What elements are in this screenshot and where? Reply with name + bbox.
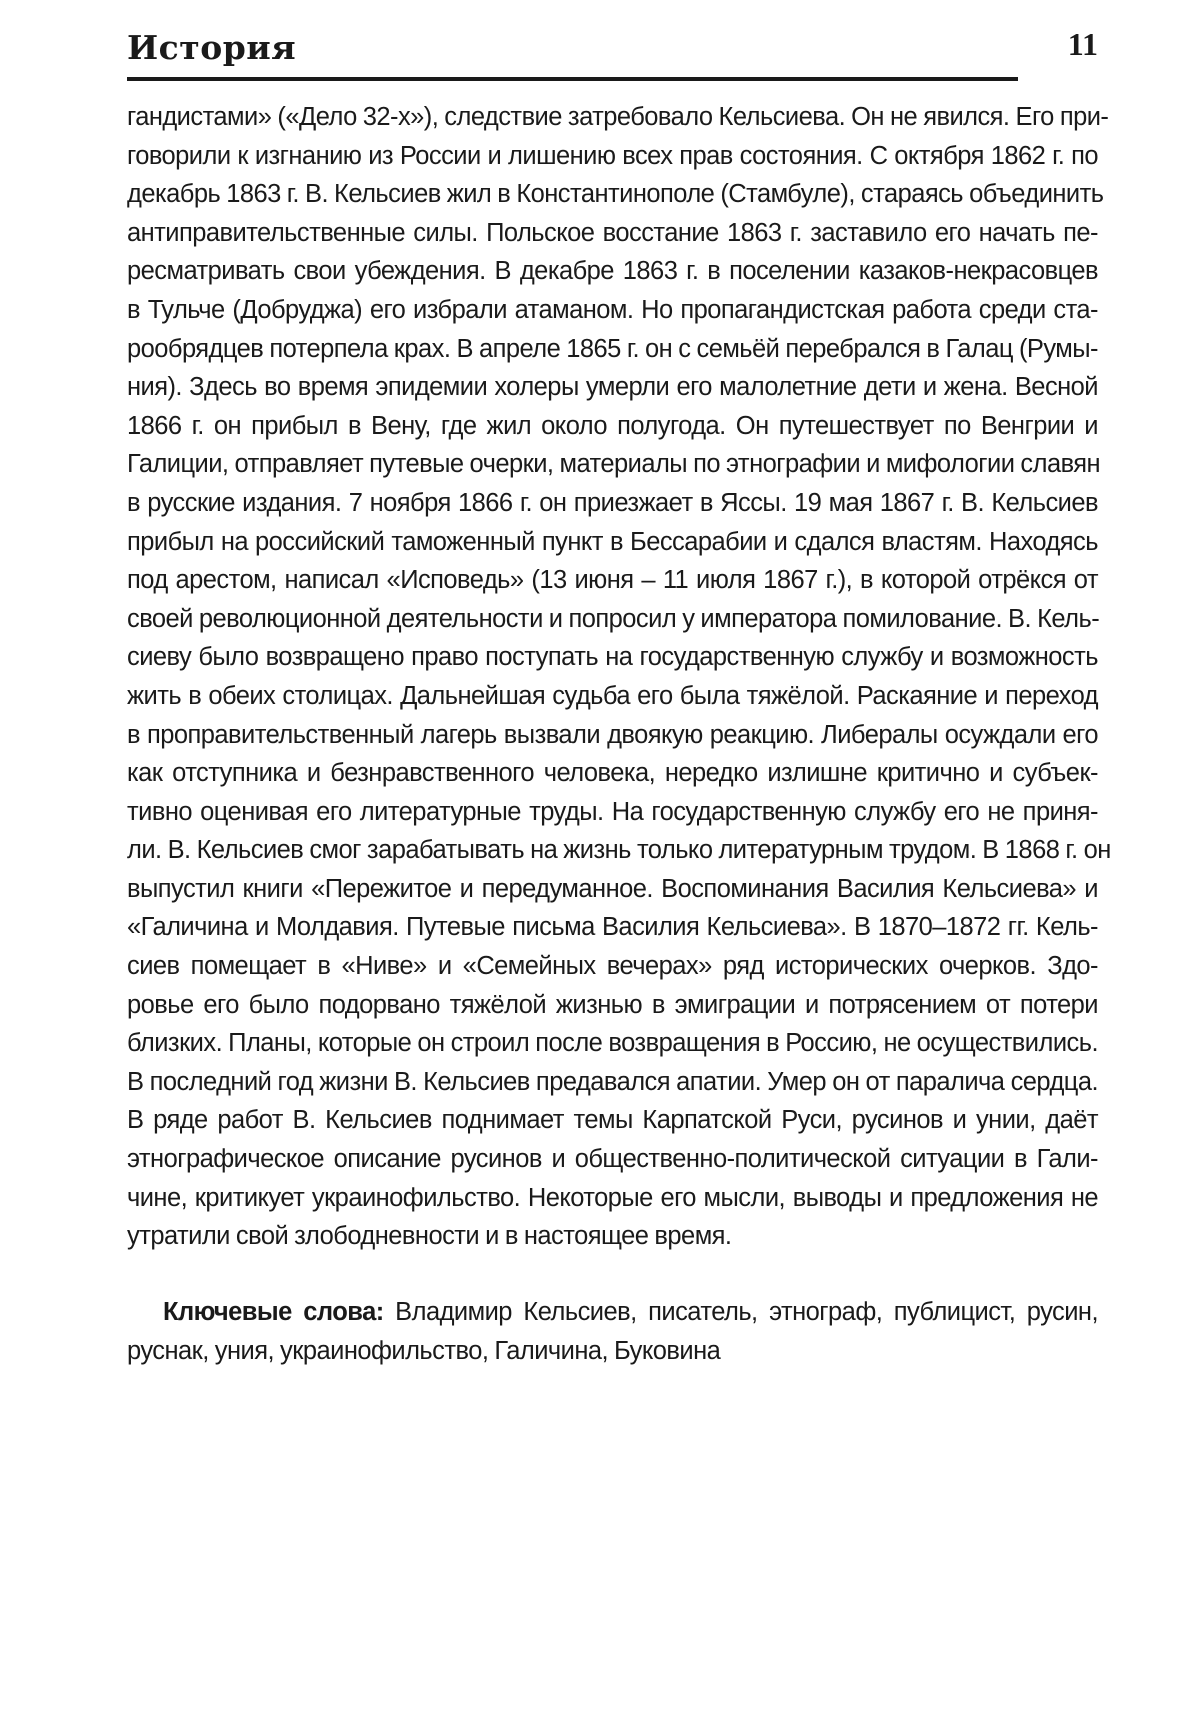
keywords-list-part1: Владимир Кельсиев, писатель, этнограф, публицист, русин, <box>383 1298 1098 1326</box>
text-line: утратили свой злободневности и в настоящее время. <box>127 1222 732 1251</box>
text-line: близких. Планы, которые он строил после возвращения в Россию, не осуществились. <box>127 1029 1098 1058</box>
header-rule <box>127 77 1018 81</box>
text-line: В ряде работ В. Кельсиев поднимает темы Карпатской Руси, русинов и унии, даёт <box>127 1106 1098 1135</box>
text-line: выпустил книги «Пережитое и передуманное. Воспоминания Василия Кельсиева» и <box>127 874 1098 903</box>
text-line: декабрь 1863 г. В. Кельсиев жил в Константинополе (Стамбуле), стараясь объединить <box>127 180 1104 209</box>
page-number: 11 <box>1067 26 1098 62</box>
text-line: ресматривать свои убеждения. В декабре 1863 г. в поселении казаков-некрасовцев <box>127 257 1098 286</box>
text-line: ли. В. Кельсиев смог зарабатывать на жизнь только литературным трудом. В 1868 г. он <box>127 836 1111 865</box>
section-title: История <box>127 28 297 67</box>
keywords-label: Ключевые слова: <box>163 1298 384 1326</box>
text-line: как отступника и безнравственного человека, нередко излишне критично и субъек- <box>127 759 1098 788</box>
text-line: тивно оценивая его литературные труды. На государственную службу его не приня- <box>127 797 1098 826</box>
text-line: антиправительственные силы. Польское восстание 1863 г. заставило его начать пе- <box>127 218 1098 247</box>
keywords-line: руснак, уния, украинофильство, Галичина, Буковина <box>127 1336 721 1365</box>
text-line: говорили к изгнанию из России и лишению всех прав состояния. С октября 1862 г. по <box>127 141 1098 170</box>
text-line: В последний год жизни В. Кельсиев предавался апатии. Умер он от паралича сердца. <box>127 1067 1098 1096</box>
text-line: Галиции, отправляет путевые очерки, материалы по этнографии и мифологии славян <box>127 450 1101 479</box>
text-line: гандистами» («Дело 32-х»), следствие затребовало Кельсиева. Он не явился. Его при- <box>127 103 1109 131</box>
text-line: чине, критикует украинофильство. Некоторые его мысли, выводы и предложения не <box>127 1183 1098 1212</box>
text-line: в Тульче (Добруджа) его избрали атаманом. Но пропагандистская работа среди ста- <box>127 295 1098 324</box>
keywords-block <box>127 1293 1098 1370</box>
text-line: жить в обеих столицах. Дальнейшая судьба его была тяжёлой. Раскаяние и переход <box>127 681 1098 710</box>
text-line: прибыл на российский таможенный пункт в Бессарабии и сдался властям. Находясь <box>127 527 1098 556</box>
text-line: своей революционной деятельности и попросил у императора помилование. В. Кель- <box>127 604 1100 633</box>
text-line: под арестом, написал «Исповедь» (13 июня – 11 июля 1867 г.), в которой отрёкся от <box>127 566 1098 595</box>
text-line: сиев помещает в «Ниве» и «Семейных вечерах» ряд исторических очерков. Здо- <box>127 952 1098 981</box>
keywords-line <box>127 1293 1098 1332</box>
text-line: 1866 г. он прибыл в Вену, где жил около полугода. Он путешествует по Венгрии и <box>127 411 1098 440</box>
running-head <box>127 22 1098 82</box>
body-text <box>127 98 1111 1256</box>
text-line: ния). Здесь во время эпидемии холеры умерли его малолетние дети и жена. Весной <box>127 373 1098 402</box>
text-line: сиеву было возвращено право поступать на государственную службу и возможность <box>127 643 1098 672</box>
text-line: этнографическое описание русинов и общественно-политической ситуации в Гали- <box>127 1145 1098 1174</box>
text-line: рообрядцев потерпела крах. В апреле 1865 г. он с семьёй перебрался в Галац (Румы- <box>127 334 1098 363</box>
text-line: в русские издания. 7 ноября 1866 г. он приезжает в Яссы. 19 мая 1867 г. В. Кельсиев <box>127 488 1098 517</box>
text-line: в проправительственный лагерь вызвали двоякую реакцию. Либералы осуждали его <box>127 720 1098 749</box>
text-line: ровье его было подорвано тяжёлой жизнью в эмиграции и потрясением от потери <box>127 990 1098 1019</box>
text-line: «Галичина и Молдавия. Путевые письма Василия Кельсиева». В 1870–1872 гг. Кель- <box>127 913 1098 942</box>
